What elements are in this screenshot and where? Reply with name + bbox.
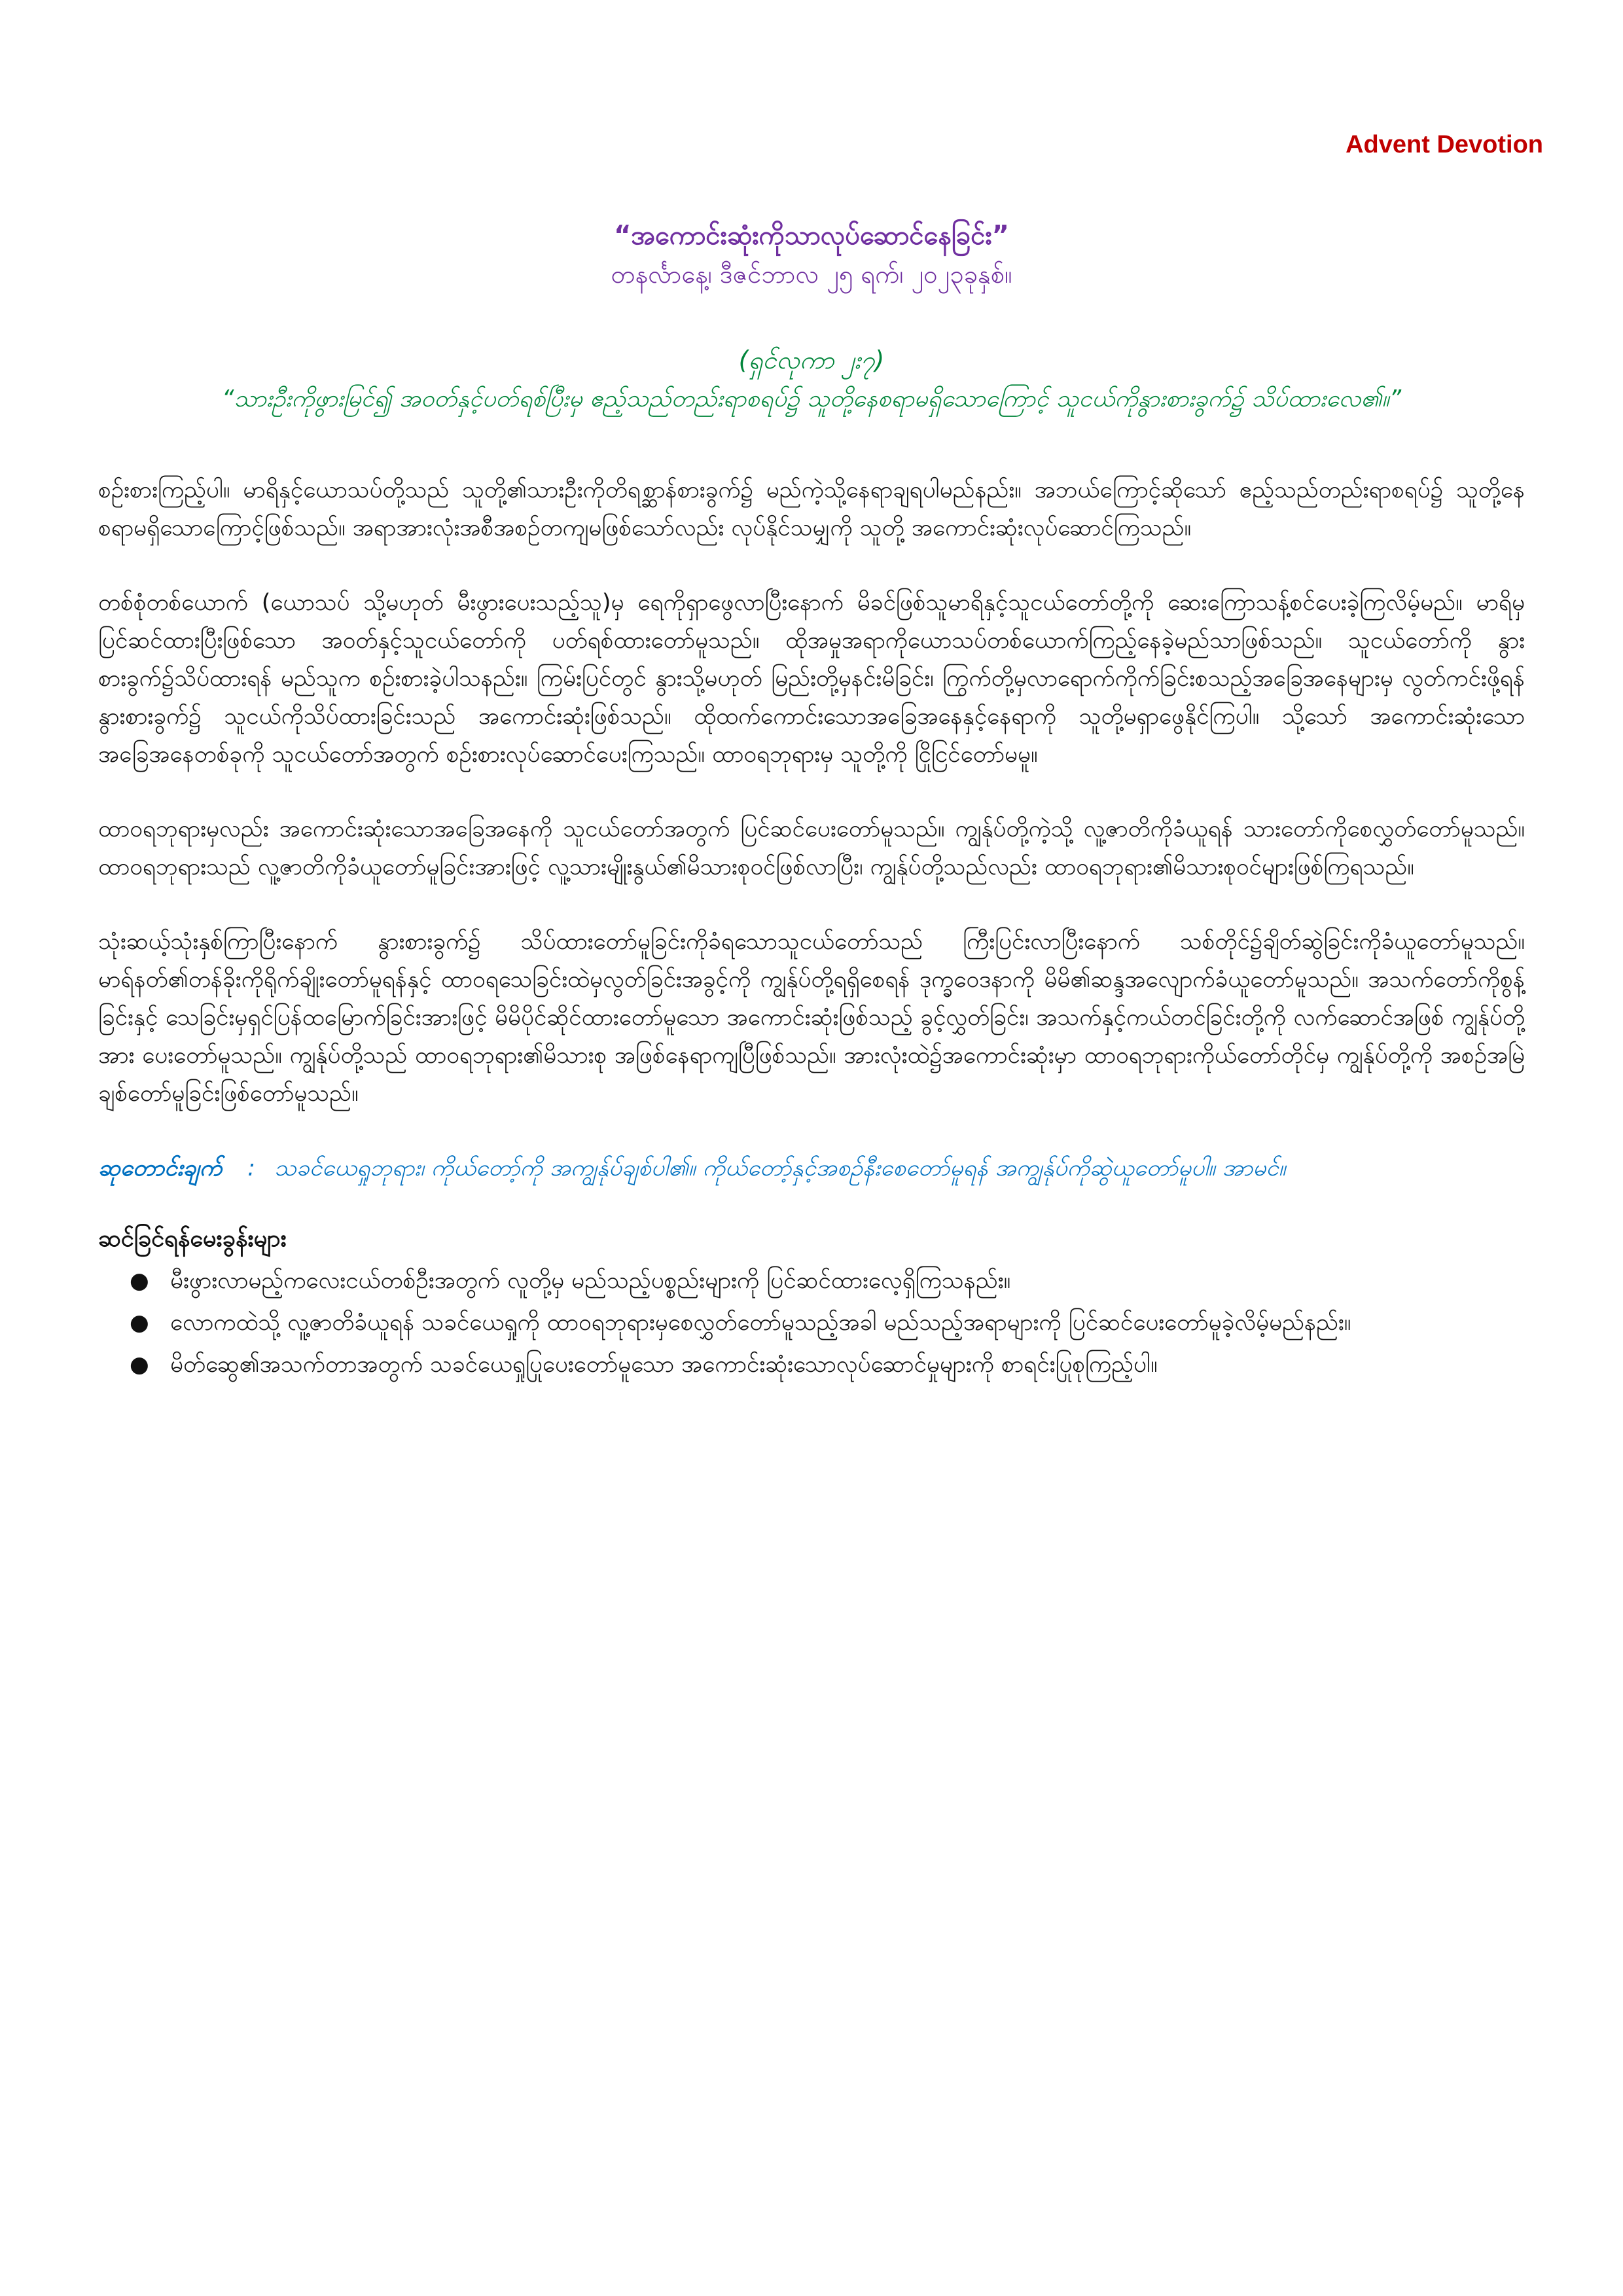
bullet-icon: ● bbox=[130, 1310, 149, 1336]
prayer-text: သခင်ယေရှုဘုရား၊ ကိုယ်တော့်ကို အကျွန်ုပ်ချစ်ပါ၏။ ကိုယ်တော့်နှင့်အစဉ်နီးစေတော်မူရန် အကျွန်ုပ်ကိုဆွဲယူတော်မူပါ။ အာမင်။ bbox=[274, 1155, 1286, 1181]
list-item bbox=[130, 1304, 1525, 1342]
questions-list bbox=[98, 1262, 1525, 1384]
paragraph-3: ထာဝရဘုရားမှလည်း အကောင်းဆုံးသောအခြေအနေကို သူငယ်တော်အတွက် ပြင်ဆင်ပေးတော်မူသည်။ ကျွန်ုပ်တို့ကဲ့သို့ လူ့ဇာတိကိုခံယူရန် သားတော်ကိုစေလွှတ်တော်မူသည်။ ထာဝရဘုရားသည် လူ့ဇာတိကိုခံယူတော်မူခြင်းအားဖြင့် လူ့သားမျိုးနွယ်၏မိသားစုဝင်ဖြစ်လာပြီး၊ ကျွန်ုပ်တို့သည်လည်း ထာဝရဘုရား၏မိသားစုဝင်များဖြစ်ကြရသည်။ bbox=[98, 816, 1525, 880]
list-item bbox=[130, 1262, 1525, 1300]
paragraph-1: စဉ်းစားကြည့်ပါ။ မာရိနှင့်ယောသပ်တို့သည် သူတို့၏သားဦးကိုတိရစ္ဆာန်စားခွက်၌ မည်ကဲ့သို့နေရာချရပါမည်နည်း။ အဘယ်ကြောင့်ဆိုသော် ဧည့်သည်တည်းရာစရပ်၌ သူတို့နေစရာမရှိသောကြောင့်ဖြစ်သည်။ အရာအားလုံးအစီအစဉ်တကျမဖြစ်သော်လည်း လုပ်နိုင်သမျှကို သူတို့ အကောင်းဆုံးလုပ်ဆောင်ကြသည်။ bbox=[98, 477, 1525, 541]
verse-block bbox=[98, 340, 1525, 419]
header-label: Advent Devotion bbox=[1346, 131, 1543, 158]
bullet-icon: ● bbox=[130, 1268, 149, 1294]
body-text bbox=[98, 471, 1525, 1388]
questions-heading: ဆင်ခြင်ရန်မေးခွန်းများ bbox=[98, 1225, 287, 1252]
bullet-icon: ● bbox=[130, 1352, 149, 1378]
prayer bbox=[98, 1149, 1525, 1187]
verse-text: “သားဦးကိုဖွားမြင်၍ အဝတ်နှင့်ပတ်ရစ်ပြီးမှ ဧည့်သည်တည်းရာစရပ်၌ သူတို့နေစရာမရှိသောကြောင့် သူငယ်ကိုနွားစားခွက်၌ သိပ်ထားလေ၏။” bbox=[221, 386, 1402, 412]
paragraph-2: တစ်စုံတစ်ယောက် (ယောသပ် သို့မဟုတ် မီးဖွားပေးသည့်သူ)မှ ရေကိုရှာဖွေလာပြီးနောက် မိခင်ဖြစ်သူမာရိနှင့်သူငယ်တော်တို့ကို ဆေးကြောသန့်စင်ပေးခဲ့ကြလိမ့်မည်။ မာရိမှပြင်ဆင်ထားပြီးဖြစ်သော အဝတ်နှင့်သူငယ်တော်ကို ပတ်ရစ်ထားတော်မူသည်။ ထိုအမှုအရာကိုယောသပ်တစ်ယောက်ကြည့်နေခဲ့မည်သာဖြစ်သည်။ သူငယ်တော်ကို နွားစားခွက်၌သိပ်ထားရန် မည်သူက စဉ်းစားခဲ့ပါသနည်း။ ကြမ်းပြင်တွင် နွားသို့မဟုတ် မြည်းတို့မှနင်းမိခြင်း၊ ကြွက်တို့မှလာရောက်ကိုက်ခြင်းစသည့်အခြေအနေများမှ လွတ်ကင်းဖို့ရန် နွားစားခွက်၌ သူငယ်ကိုသိပ်ထားခြင်းသည် အကောင်းဆုံးဖြစ်သည်။ ထိုထက်ကောင်းသောအခြေအနေနှင့်နေရာကို သူတို့မရှာဖွေနိုင်ကြပါ။ သို့သော် အကောင်းဆုံးသောအခြေအနေတစ်ခုကို သူငယ်တော်အတွက် စဉ်းစားလုပ်ဆောင်ပေးကြသည်။ ထာဝရဘုရားမှ သူတို့ကို ငြိုငြင်တော်မမူ။ bbox=[98, 590, 1525, 768]
prayer-label: ဆုတောင်းချက် bbox=[98, 1155, 223, 1181]
paragraph-4: သုံးဆယ့်သုံးနှစ်ကြာပြီးနောက် နွားစားခွက်၌ သိပ်ထားတော်မူခြင်းကိုခံရသောသူငယ်တော်သည် ကြီးပြင်းလာပြီးနောက် သစ်တိုင်၌ချိတ်ဆွဲခြင်းကိုခံယူတော်မူသည်။ မာရ်နတ်၏တန်ခိုးကိုရိုက်ချိုးတော်မူရန်နှင့် ထာဝရသေခြင်းထဲမှလွတ်ခြင်းအခွင့်ကို ကျွန်ုပ်တို့ရရှိစေရန် ဒုက္ခဝေဒနာကို မိမိ၏ဆန္ဒအလျောက်ခံယူတော်မူသည်။ အသက်တော်ကိုစွန့်ခြင်းနှင့် သေခြင်းမှရှင်ပြန်ထမြောက်ခြင်းအားဖြင့် မိမိပိုင်ဆိုင်ထားတော်မူသော အကောင်းဆုံးဖြစ်သည့် ခွင့်လွှတ်ခြင်း၊ အသက်နှင့်ကယ်တင်ခြင်းတို့ကို လက်ဆောင်အဖြစ် ကျွန်ုပ်တို့အား ပေးတော်မူသည်။ ကျွန်ုပ်တို့သည် ထာဝရဘုရား၏မိသားစု အဖြစ်နေရာကျပြီဖြစ်သည်။ အားလုံးထဲ၌အကောင်းဆုံးမှာ ထာဝရဘုရားကိုယ်တော်တိုင်မှ ကျွန်ုပ်တို့ကို အစဉ်အမြဲချစ်တော်မူခြင်းဖြစ်တော်မူသည်။ bbox=[98, 929, 1525, 1107]
prayer-colon: : bbox=[247, 1155, 256, 1181]
list-item bbox=[130, 1346, 1525, 1384]
question-text-3: မိတ်ဆွေ၏အသက်တာအတွက် သခင်ယေရှုပြုပေးတော်မူသော အကောင်းဆုံးသောလုပ်ဆောင်မှုများကို စာရင်းပြုစုကြည့်ပါ။ bbox=[170, 1352, 1158, 1378]
verse-reference: (ရှင်လုကာ ၂း၇) bbox=[738, 346, 885, 374]
title-block bbox=[98, 216, 1525, 293]
question-text-1: မီးဖွားလာမည့်ကလေးငယ်တစ်ဦးအတွက် လူတို့မှ မည်သည့်ပစ္စည်းများကို ပြင်ဆင်ထားလေ့ရှိကြသနည်း။ bbox=[170, 1268, 1011, 1294]
date-line: တနင်္လာနေ့၊ ဒီဇင်ဘာလ ၂၅ ရက်၊ ၂၀၂၃ခုနှစ်။ bbox=[611, 260, 1012, 289]
question-text-2: လောကထဲသို့ လူ့ဇာတိခံယူရန် သခင်ယေရှုကို ထာဝရဘုရားမှစေလွှတ်တော်မူသည့်အခါ မည်သည့်အရာများကို ပြင်ဆင်ပေးတော်မူခဲ့လိမ့်မည်နည်း။ bbox=[170, 1310, 1351, 1336]
page-title: “အကောင်းဆုံးကိုသာလုပ်ဆောင်နေခြင်း” bbox=[614, 221, 1009, 251]
